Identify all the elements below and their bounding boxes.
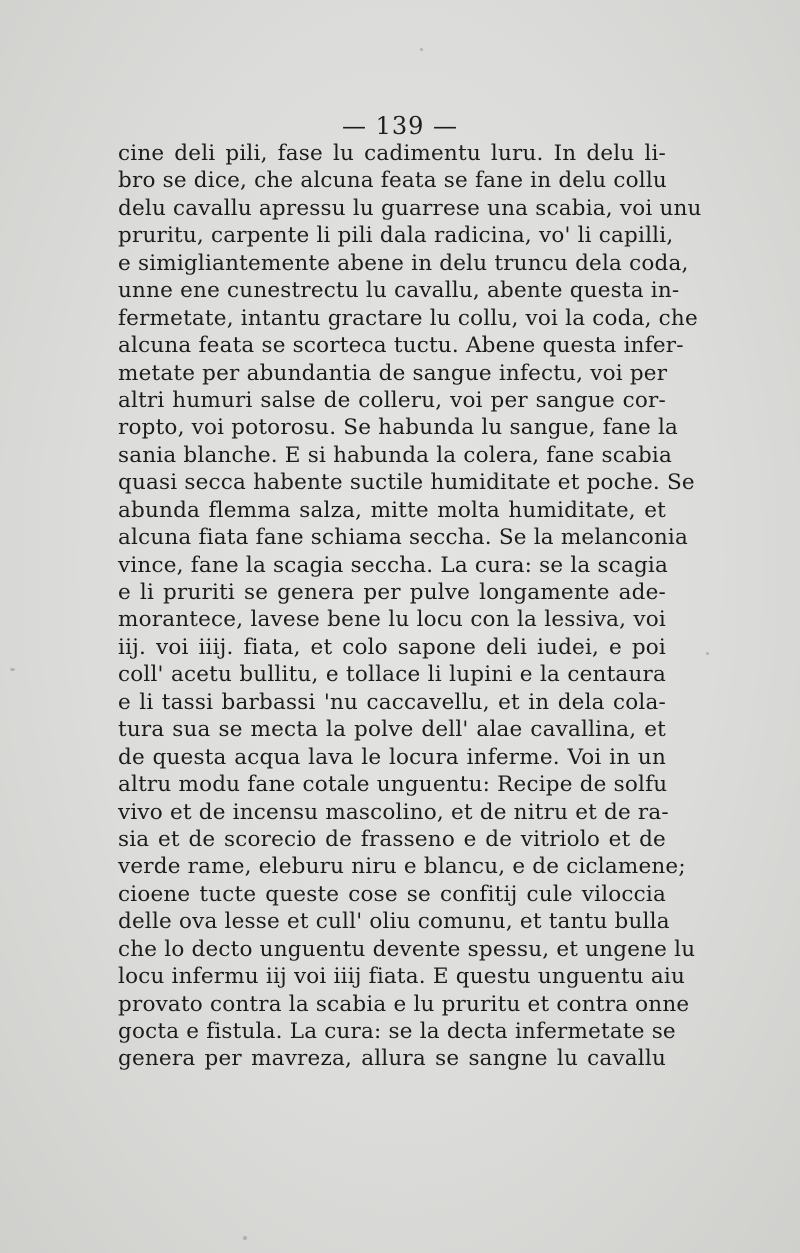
text-line: iij. voi iiij. fiata, et colo sapone deli iudei, e poi [118,634,666,660]
text-line: metate per abundantia de sangue infectu, voi per [118,360,668,386]
paper-speck [10,668,15,671]
text-line: gocta e fistula. La cura: se la decta infermetate se [118,1019,676,1044]
text-line: e li pruriti se genera per pulve longamente ade- [118,580,666,605]
text-line: sania blanche. E si habunda la colera, fane scabia [118,442,673,468]
text-line: pruritu, carpente li pili dala radicina, vo' li capilli, [118,223,674,249]
paper-speck [420,48,423,51]
paper-speck [243,1236,247,1240]
text-line: morantece, lavese bene lu locu con la lessiva, voi [118,607,666,633]
text-line: delu cavallu apressu lu guarrese una scabia, voi unu [118,195,702,221]
text-line: alcuna feata se scorteca tuctu. Abene questa infer- [118,333,684,359]
text-line: locu infermu iij voi iiij fiata. E questu unguentu aiu [118,964,686,990]
text-line: alcuna fiata fane schiama seccha. Se la melanconia [118,525,689,551]
text-line: altru modu fane cotale unguentu: Recipe de solfu [118,772,668,798]
text-line: de questa acqua lava le locura inferme. Voi in un [118,744,666,770]
text-line: quasi secca habente suctile humiditate et poche. Se [118,470,695,496]
text-line: e li tassi barbassi 'nu caccavellu, et in dela cola- [118,689,666,715]
paper-speck [706,652,709,655]
body-text [118,140,702,1073]
text-line: abunda flemma salza, mitte molta humiditate, et [118,497,666,523]
text-line: che lo decto unguentu devente spessu, et ungene lu [118,936,696,962]
text-line: genera per mavreza, allura se sangne lu cavallu [118,1046,666,1072]
page-number-header: — 139 — [341,112,459,140]
text-line: cine deli pili, fase lu cadimentu luru. In delu li- [118,141,666,166]
text-line: unne ene cunestrectu lu cavallu, abente questa in- [118,278,680,304]
text-line: coll' acetu bullitu, e tollace li lupini e la centaura [118,662,666,688]
text-line: cioene tucte queste cose se confitij cule viloccia [118,881,666,907]
text-line: vivo et de incensu mascolino, et de nitru et de ra- [118,799,669,825]
text-line: altri humuri salse de colleru, voi per sangue cor- [118,387,666,413]
text-line: fermetate, intantu gractare lu collu, voi la coda, che [118,305,698,331]
text-line: bro se dice, che alcuna feata se fane in delu collu [118,168,667,194]
text-line: delle ova lesse et cull' oliu comunu, et tantu bulla [118,909,670,935]
text-line: sia et de scorecio de frasseno e de vitriolo et de [118,826,666,852]
text-line: tura sua se mecta la polve dell' alae cavallina, et [118,717,666,743]
text-line: vince, fane la scagia seccha. La cura: se la scagia [118,552,669,578]
text-line: verde rame, eleburu niru e blancu, e de ciclamene; [118,854,686,880]
text-line: ropto, voi potorosu. Se habunda lu sangue, fane la [118,415,679,441]
text-line: provato contra la scabia e lu pruritu et contra onne [118,991,690,1017]
text-line: e simigliantemente abene in delu truncu dela coda, [118,250,689,276]
